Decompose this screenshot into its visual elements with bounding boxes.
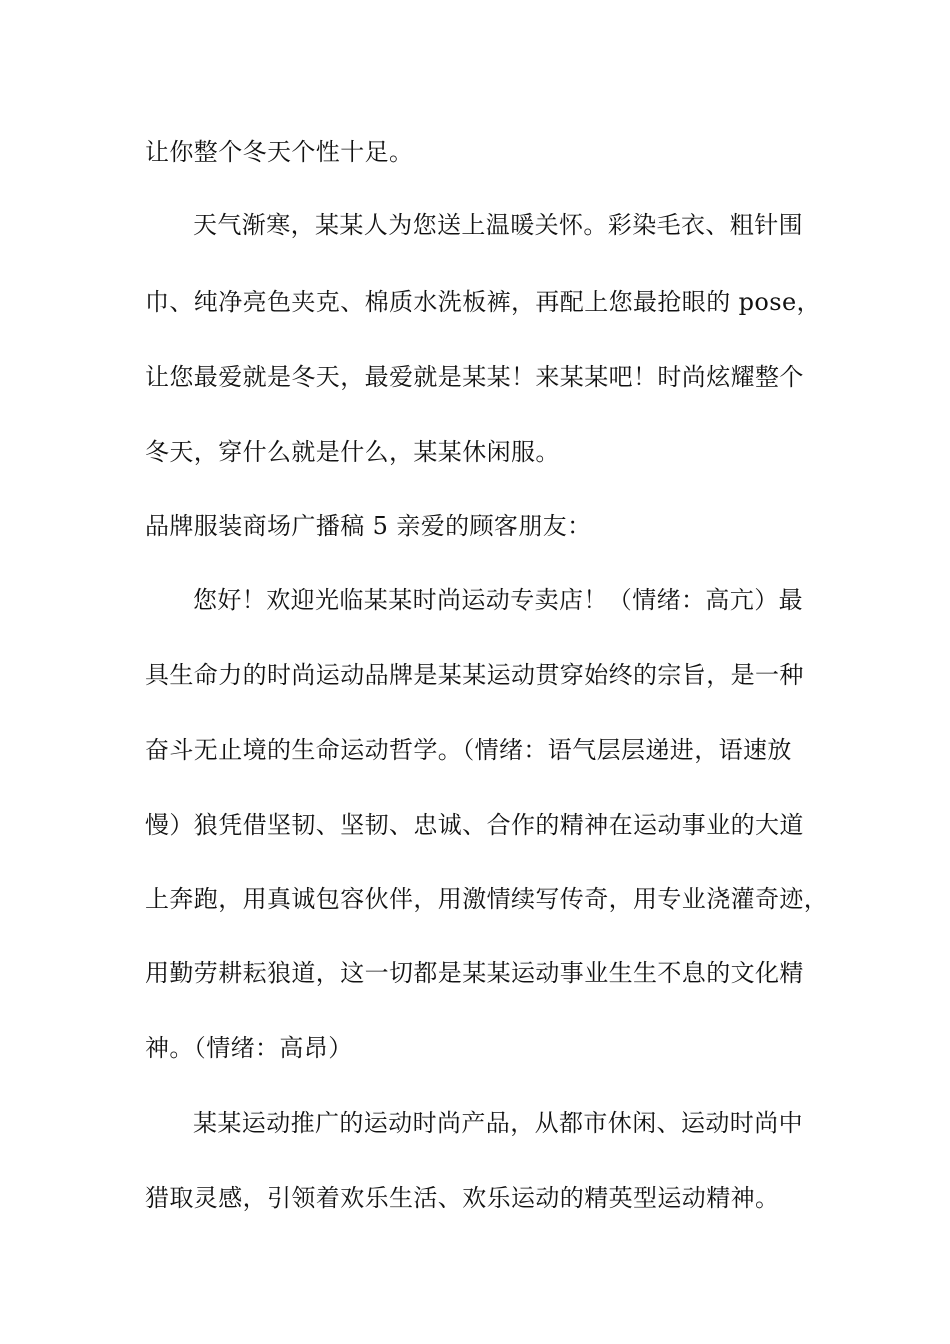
- paragraph-start-line: 天气渐寒，某某人为您送上温暖关怀。彩染毛衣、粗针围: [193, 211, 803, 239]
- text-line: 让您最爱就是冬天，最爱就是某某！来某某吧！时尚炫耀整个: [145, 363, 804, 391]
- text-line: 慢）狼凭借坚韧、坚韧、忠诚、合作的精神在运动事业的大道: [145, 811, 804, 839]
- text-line: 让你整个冬天个性十足。: [145, 138, 414, 166]
- paragraph-start-line: 您好！欢迎光临某某时尚运动专卖店！（情绪：高亢）最: [193, 586, 803, 614]
- text-line: 上奔跑，用真诚包容伙伴，用激情续写传奇，用专业浇灌奇迹，: [145, 885, 829, 913]
- text-line: 用勤劳耕耘狼道，这一切都是某某运动事业生生不息的文化精: [145, 959, 804, 987]
- text-line: 神。（情绪：高昂）: [145, 1034, 353, 1062]
- text-line: 猎取灵感，引领着欢乐生活、欢乐运动的精英型运动精神。: [145, 1184, 780, 1212]
- text-line: 奋斗无止境的生命运动哲学。（情绪：语气层层递进，语速放: [145, 736, 792, 764]
- text-line: 具生命力的时尚运动品牌是某某运动贯穿始终的宗旨，是一种: [145, 661, 804, 689]
- text-line: 冬天，穿什么就是什么，某某休闲服。: [145, 438, 560, 466]
- paragraph-start-line: 某某运动推广的运动时尚产品，从都市休闲、运动时尚中: [193, 1109, 803, 1137]
- section-heading: 品牌服装商场广播稿 5 亲爱的顾客朋友：: [145, 512, 592, 540]
- text-line: 巾、纯净亮色夹克、棉质水洗板裤，再配上您最抢眼的 pose，: [145, 288, 821, 316]
